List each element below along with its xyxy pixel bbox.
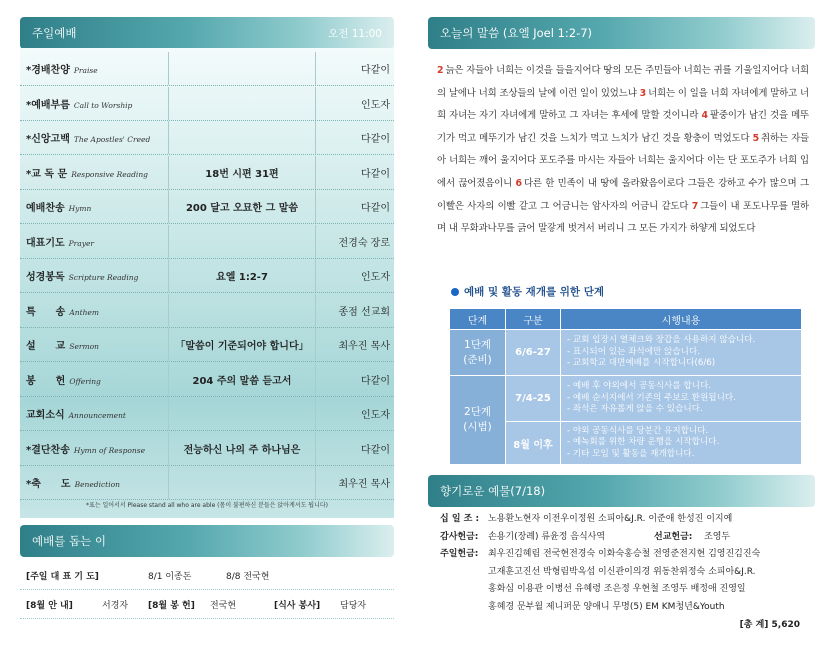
order-item-leader: 다같이 bbox=[361, 134, 390, 145]
period-cell: 7/4-25 bbox=[506, 376, 561, 422]
sunday-names bbox=[488, 546, 760, 616]
standing-note: *표는 일어서서 Please stand all who are able (몸이 불편하신 분들은 앉아계셔도 됩니다) bbox=[85, 502, 329, 509]
sunday-names-line: 홍혜경 문부월 제니퍼문 양애니 무명(5) EM KM청년&Youth bbox=[488, 601, 725, 612]
order-row bbox=[20, 190, 394, 224]
order-item-detail: 요엘 1:2-7 bbox=[168, 259, 316, 292]
order-item-leader: 다같이 bbox=[361, 203, 390, 214]
order-row bbox=[20, 225, 394, 259]
helpers-title: 예배를 돕는 이 bbox=[32, 534, 106, 548]
order-item-english: Announcement bbox=[68, 411, 126, 420]
order-item-korean: 봉 헌 bbox=[26, 375, 66, 387]
sunday-label: 주일헌금: bbox=[440, 549, 479, 559]
steps-header-actions: 시행내용 bbox=[561, 309, 802, 330]
order-item-name bbox=[20, 406, 168, 421]
order-item-korean: *축 도 bbox=[26, 479, 71, 490]
order-item-english: Benediction bbox=[74, 480, 120, 489]
action-item: - 예배 후 야외에서 공동식사를 합니다. bbox=[567, 381, 712, 392]
order-item-english: Call to Worship bbox=[73, 100, 133, 110]
sunday-names-line: 최우진김혜림 전국현전경숙 이화숙홍승철 전영준전지현 김영진김진숙 bbox=[488, 549, 761, 559]
sunday-names-line: 고재훈고진선 박형림박옥섭 이신관이의경 위동찬위정숙 소피아&J.R. bbox=[488, 566, 756, 577]
order-item-detail bbox=[168, 294, 316, 327]
order-item-english: Sermon bbox=[69, 342, 99, 351]
verse-text: 취하는 자들아 너희는 깨어 울지어다 포도주를 마시는 자들아 너희는 울지어다 이는 단 포도주가 너희 입에서 끊어졌음이니 bbox=[437, 132, 809, 189]
helpers-row-service bbox=[20, 590, 394, 619]
order-item-name bbox=[20, 268, 168, 283]
meal-label: [식사 봉사] bbox=[274, 600, 321, 611]
bullet-icon bbox=[451, 288, 459, 296]
order-row bbox=[20, 259, 394, 293]
order-item-english: Scripture Reading bbox=[68, 273, 139, 282]
usher-label: [8월 안 내] bbox=[26, 600, 73, 611]
steps-header-period: 구분 bbox=[506, 309, 561, 330]
period-cell: 6/6-27 bbox=[506, 330, 561, 376]
order-item-english: Anthem bbox=[69, 307, 99, 317]
order-item-detail bbox=[168, 87, 316, 120]
stage-cell bbox=[450, 330, 506, 376]
order-row bbox=[20, 52, 394, 86]
order-item-korean: *예배부름 bbox=[26, 99, 70, 111]
action-item: - 기타 모임 및 활동을 재개합니다. bbox=[567, 448, 695, 459]
usher-name: 서경자 bbox=[102, 600, 129, 611]
order-item-detail bbox=[168, 397, 316, 430]
helpers-row-prayer bbox=[20, 561, 394, 590]
action-item: - 표시되어 있는 좌석에만 앉습니다. bbox=[567, 346, 700, 357]
order-row bbox=[20, 363, 394, 397]
thanks-row bbox=[440, 529, 810, 547]
order-item-detail: 「말씀이 기준되어야 합니다」 bbox=[168, 328, 316, 361]
order-item-korean: *결단찬송 bbox=[26, 444, 70, 456]
prayer-week2: 8/8 전국현 bbox=[226, 571, 270, 582]
steps-row bbox=[450, 330, 802, 376]
order-item-detail: 전능하신 나의 주 하나님은 bbox=[168, 432, 316, 465]
order-row bbox=[20, 156, 394, 190]
order-item-leader: 다같이 bbox=[361, 375, 390, 387]
prayer-label: [주일 대 표 기 도] bbox=[26, 571, 99, 582]
order-item-name bbox=[20, 234, 168, 249]
order-item-name bbox=[20, 372, 168, 387]
prayer-week1: 8/1 이종돈 bbox=[148, 571, 192, 582]
scripture-text bbox=[437, 60, 809, 241]
order-item-leader: 인도자 bbox=[361, 272, 390, 283]
action-item: - 예녹회를 위한 차량 운행을 시작합니다. bbox=[567, 437, 720, 448]
order-item-korean: 특 송 bbox=[26, 306, 66, 318]
thanks-names: 손용기(장례) 류윤정 음식사역 bbox=[488, 531, 606, 542]
order-row bbox=[20, 294, 394, 328]
order-item-english: Hymn bbox=[68, 204, 92, 213]
order-item-korean: *경배찬양 bbox=[26, 65, 70, 76]
verse-text: 늙은 자들아 너희는 이것을 들을지어다 땅의 모든 주민들아 너희는 귀를 기울일지어다 너희의 날에나 너희 조상들의 날에 이런 일이 있었느냐 bbox=[437, 65, 809, 99]
order-row bbox=[20, 397, 394, 431]
order-item-leader: 최우진 목사 bbox=[338, 341, 390, 352]
action-item: - 야외 공동식사를 당분간 유지합니다. bbox=[567, 425, 709, 436]
steps-header-stage: 단계 bbox=[450, 309, 506, 330]
meal-name: 담당자 bbox=[340, 600, 367, 611]
order-row bbox=[20, 432, 394, 466]
reopening-steps-table bbox=[449, 308, 802, 465]
steps-title-text: 예배 및 활동 재개를 위한 단계 bbox=[464, 286, 604, 298]
verse-number: 5 bbox=[752, 132, 760, 144]
order-item-english: Prayer bbox=[68, 238, 95, 248]
order-item-leader: 다같이 bbox=[361, 65, 390, 76]
offering-total: [총 계] 5,620 bbox=[739, 620, 800, 630]
verse-text: 너희는 이 일을 너희 자녀에게 말하고 너희 자녀는 자기 자녀에게 말하고 그 자녀는 후세에 말할 것이니라 bbox=[437, 87, 809, 122]
worship-title: 주일예배 bbox=[32, 26, 77, 40]
order-item-leader: 종점 선교회 bbox=[338, 306, 390, 318]
order-item-detail: 204 주의 말씀 듣고서 bbox=[168, 363, 316, 396]
tithe-label: 십 일 조 : bbox=[440, 514, 480, 524]
order-item-leader: 인도자 bbox=[361, 99, 390, 111]
order-item-leader: 다같이 bbox=[361, 168, 390, 180]
stage-label: 1단계 bbox=[464, 338, 491, 351]
order-item-name bbox=[20, 303, 168, 318]
action-item: - 교회 입장시 열체크와 장갑을 사용하지 않습니다. bbox=[567, 335, 756, 346]
order-item-english: The Apostles' Creed bbox=[73, 135, 151, 144]
tithe-row bbox=[440, 511, 810, 529]
order-item-detail bbox=[168, 52, 316, 85]
steps-row bbox=[450, 376, 802, 422]
order-item-english: Praise bbox=[73, 66, 98, 75]
offering-helper-label: [8월 봉 헌] bbox=[148, 600, 195, 611]
action-item: - 예배 순서지에서 기존의 주보로 환원됩니다. bbox=[567, 392, 736, 403]
sunday-names-line: 홍화심 이용관 이병선 유혜령 조은정 우현철 조영두 배정애 진영일 bbox=[488, 584, 746, 594]
verse-number: 6 bbox=[515, 177, 522, 189]
order-item-detail bbox=[168, 121, 316, 154]
action-item: - 교회학교 대면예배를 시작합니다(6/6) bbox=[567, 358, 716, 369]
order-item-leader: 최우진 목사 bbox=[338, 479, 390, 490]
mission-label: 선교헌금: bbox=[654, 531, 693, 542]
stage-label: 2단계 bbox=[464, 406, 491, 418]
steps-heading bbox=[451, 284, 604, 299]
order-item-leader: 전경숙 장로 bbox=[338, 237, 390, 249]
stage-cell bbox=[450, 376, 506, 465]
verse-text: 팥중이가 남긴 것을 메뚜기가 먹고 메뚜기가 남긴 것을 느치가 먹고 느치가 남긴 것을 황충이 먹었도다 bbox=[437, 110, 809, 144]
order-item-detail: 18번 시편 31편 bbox=[168, 156, 316, 189]
order-item-korean: 예배찬송 bbox=[26, 203, 65, 214]
order-row bbox=[20, 328, 394, 362]
worship-time: 오전 11:00 bbox=[328, 27, 382, 40]
order-item-korean: 교회소식 bbox=[26, 410, 65, 421]
stage-sub: (준비) bbox=[463, 353, 492, 366]
helpers-banner bbox=[20, 525, 394, 557]
verse-number: 4 bbox=[701, 110, 708, 122]
worship-banner bbox=[20, 17, 394, 49]
order-item-name bbox=[20, 61, 168, 76]
stage-sub: (시범) bbox=[463, 421, 492, 433]
order-item-name bbox=[20, 165, 168, 180]
verse-text: 다른 한 민족이 내 땅에 올라왔음이로다 그들은 강하고 수가 많으며 그 이빨은 사자의 이빨 같고 그 어금니는 암사자의 어금니 같도다 bbox=[437, 177, 809, 212]
order-item-korean: *교 독 문 bbox=[26, 168, 68, 180]
offering-banner bbox=[428, 475, 815, 507]
order-item-leader: 다같이 bbox=[361, 444, 390, 456]
verse-number: 2 bbox=[437, 65, 444, 76]
order-row bbox=[20, 87, 394, 121]
steps-header-row bbox=[450, 309, 802, 330]
offering-helper-name: 전국현 bbox=[210, 600, 237, 611]
order-item-name bbox=[20, 475, 168, 490]
order-item-name bbox=[20, 96, 168, 111]
order-item-korean: 설 교 bbox=[26, 341, 66, 352]
order-item-name bbox=[20, 337, 168, 352]
offering-list bbox=[440, 511, 810, 634]
mission-names: 조영두 bbox=[704, 531, 731, 542]
action-item: - 좌석은 자유롭게 앉을 수 있습니다. bbox=[567, 404, 703, 415]
verse-number: 7 bbox=[691, 200, 699, 212]
order-item-korean: 대표기도 bbox=[26, 237, 65, 249]
order-row bbox=[20, 121, 394, 155]
order-item-korean: *신앙고백 bbox=[26, 134, 70, 145]
actions-cell bbox=[561, 376, 802, 422]
order-item-name bbox=[20, 199, 168, 214]
order-item-detail bbox=[168, 225, 316, 258]
scripture-title: 오늘의 말씀 (요엘 Joel 1:2-7) bbox=[440, 26, 593, 40]
order-item-name bbox=[20, 441, 168, 456]
order-item-detail bbox=[168, 466, 316, 499]
tithe-names: 노용환노현자 이전우이정원 소피아&J.R. 이준애 한성진 이지예 bbox=[488, 514, 733, 524]
period-cell: 8월 이후 bbox=[506, 422, 561, 465]
actions-cell bbox=[561, 422, 802, 465]
thanks-label: 감사헌금: bbox=[440, 531, 479, 542]
offering-title: 향기로운 예물(7/18) bbox=[440, 484, 546, 498]
order-item-leader: 인도자 bbox=[361, 410, 390, 421]
order-item-english: Responsive Reading bbox=[71, 169, 148, 179]
verse-number: 3 bbox=[639, 87, 647, 99]
order-item-english: Offering bbox=[69, 376, 101, 386]
verse-text: 그들이 내 포도나무를 멸하며 내 무화과나무를 긁어 말갛게 벗겨서 버리니 그 모든 가지가 하얗게 되었도다 bbox=[437, 200, 809, 235]
order-item-korean: 성경봉독 bbox=[26, 272, 65, 283]
sunday-row bbox=[440, 546, 810, 616]
helpers-grid bbox=[20, 561, 394, 619]
order-item-name bbox=[20, 130, 168, 145]
order-row bbox=[20, 466, 394, 500]
order-item-english: Hymn of Response bbox=[73, 445, 146, 455]
order-item-detail: 200 달고 오묘한 그 말씀 bbox=[168, 190, 316, 223]
actions-cell bbox=[561, 330, 802, 376]
worship-order-table bbox=[20, 48, 394, 518]
scripture-banner bbox=[428, 17, 815, 49]
